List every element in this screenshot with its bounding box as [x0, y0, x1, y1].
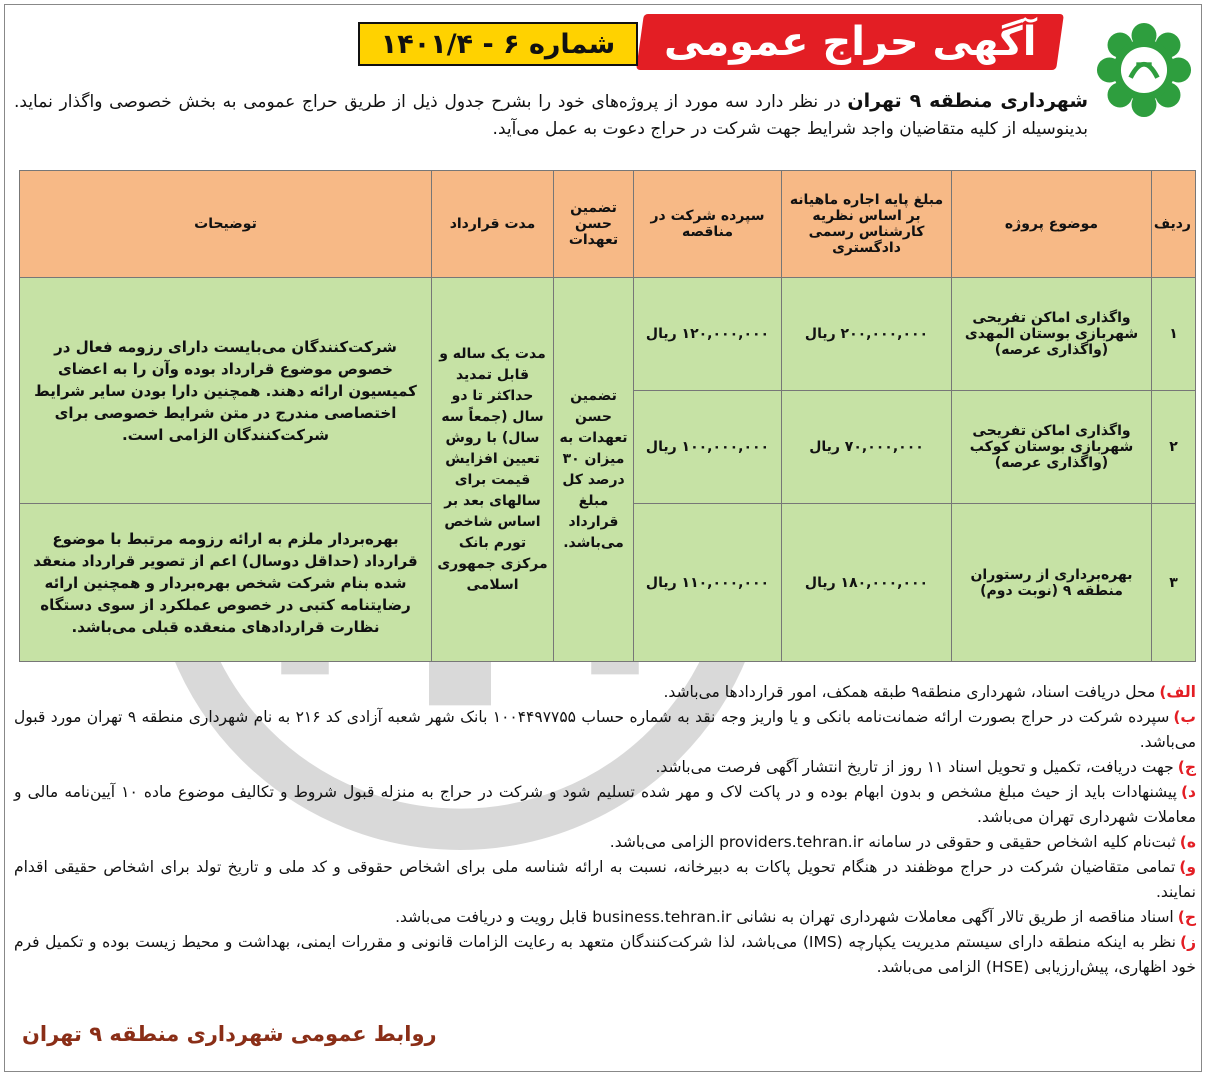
header-row-number: ردیف — [1152, 171, 1196, 278]
deposit-amount: ۱۰۰,۰۰۰,۰۰۰ ریال — [634, 391, 782, 504]
condition-item: الف)محل دریافت اسناد، شهرداری منطقه۹ طبقه همکف، امور قراردادها می‌باشد. — [663, 683, 1196, 701]
project-subject: واگذاری اماکن تفریحی شهربازی بوستان کوکب (واگذاری عرصه) — [952, 391, 1152, 504]
project-subject: بهره‌برداری از رستوران منطقه ۹ (نوبت دوم) — [952, 504, 1152, 662]
project-subject: واگذاری اماکن تفریحی شهربازی بوستان المهدی (واگذاری عرصه) — [952, 278, 1152, 391]
ad-title: آگهی حراج عمومی — [636, 14, 1064, 70]
header-notes: توضیحات — [20, 171, 432, 278]
public-relations-signature: روابط عمومی شهرداری منطقه ۹ تهران — [22, 1022, 437, 1046]
row-number: ۳ — [1152, 504, 1196, 662]
deposit-amount: ۱۲۰,۰۰۰,۰۰۰ ریال — [634, 278, 782, 391]
base-price: ۷۰,۰۰۰,۰۰۰ ریال — [782, 391, 952, 504]
header-base-price: مبلغ پایه اجاره ماهیانه بر اساس نظریه کارشناس رسمی دادگستری — [782, 171, 952, 278]
condition-item: ب)سپرده شرکت در حراج بصورت ارائه ضمانت‌نامه بانکی و یا واریز وجه نقد به شماره حساب ۱۰۰۴۴۹۷۷۵۵ بانک شهر شعبه آزادی کد ۲۱۶ به نام شهرداری منطقه ۹ تهران مورد قبول می‌باشد. — [14, 708, 1197, 751]
table-row — [20, 278, 1196, 391]
conditions-list — [14, 680, 1196, 980]
condition-item: و)تمامی متقاضیان شرکت در حراج موظفند در هنگام تحویل پاکات به دبیرخانه، نسبت به ارائه شناسه ملی برای اشخاص حقوقی و کد ملی و تاریخ تولد برای اشخاص حقیقی اقدام نمایند. — [14, 858, 1196, 901]
intro-paragraph — [14, 88, 1088, 143]
organization-name: شهرداری منطقه ۹ تهران — [847, 90, 1089, 112]
row-number: ۱ — [1152, 278, 1196, 391]
condition-item: ه)ثبت‌نام کلیه اشخاص حقیقی و حقوقی در سامانه providers.tehran.ir الزامی می‌باشد. — [609, 833, 1196, 851]
intro-text: در نظر دارد سه مورد از پروژه‌های خود را بشرح جدول ذیل از طریق حراج عمومی به بخش خصوصی واگذار نماید. بدینوسیله از کلیه متقاضیان واجد شرایط جهت شرکت در حراج دعوت به عمل می‌آید. — [14, 92, 1088, 139]
duration-cell: مدت یک ساله و قابل تمدید حداکثر تا دو سال (جمعاً سه سال) با روش تعیین افزایش قیمت برای سالهای بعد بر اساس شاخص تورم بانک مرکزی جمهوری اسلامی — [432, 278, 554, 662]
header-duration: مدت قرارداد — [432, 171, 554, 278]
header-guarantee: تضمین حسن تعهدات — [554, 171, 634, 278]
guarantee-cell: تضمین حسن تعهدات به میزان ۳۰ درصد کل مبلغ قرارداد می‌باشد. — [554, 278, 634, 662]
condition-item: ح)اسناد مناقصه از طریق تالار آگهی معاملات شهرداری تهران به نشانی business.tehran.ir قابل رویت و دریافت می‌باشد. — [395, 908, 1196, 926]
table-header-row — [20, 171, 1196, 278]
header-subject: موضوع پروژه — [952, 171, 1152, 278]
notes-cell-row-3: بهره‌بردار ملزم به ارائه رزومه مرتبط با موضوع قرارداد (حداقل دوسال) اعم از تصویر قرارداد منعقد شده بنام شرکت شخص بهره‌بردار و همچنین ارائه رضایتنامه کتبی در خصوص عملکرد از سوی دستگاه نظارت قراردادهای منعقده قبلی می‌باشد. — [20, 504, 432, 662]
base-price: ۲۰۰,۰۰۰,۰۰۰ ریال — [782, 278, 952, 391]
condition-item: ز)نظر به اینکه منطقه دارای سیستم مدیریت یکپارچه (IMS) می‌باشد، لذا شرکت‌کنندگان متعهد به رعایت الزامات قانونی و مقررات ایمنی، بهداشت و محیط زیست بوده و تکمیل فرم خود اظهاری، پیش‌ارزیابی (HSE) الزامی می‌باشد. — [14, 933, 1196, 976]
condition-item: ج)جهت دریافت، تکمیل و تحویل اسناد ۱۱ روز از تاریخ انتشار آگهی فرصت می‌باشد. — [655, 758, 1196, 776]
row-number: ۲ — [1152, 391, 1196, 504]
header-deposit: سپرده شرکت در مناقصه — [634, 171, 782, 278]
condition-item: د)پیشنهادات باید از حیث مبلغ مشخص و بدون ابهام بوده و در پاکت لاک و مهر شده تسلیم شود و شرکت در حراج به منزله قبول شروط و تکالیف موضوع ماده ۱۰ آیین‌نامه مالی و معاملات شهرداری تهران می‌باشد. — [14, 783, 1196, 826]
notes-cell-rows-1-2: شرکت‌کنندگان می‌بایست دارای رزومه فعال در خصوص موضوع قرارداد بوده وآن را به اعضای کمیسیون ارائه دهند. همچنین دارا بودن سایر شرایط اختصاصی مندرج در متن شرایط خصوصی برای شرکت‌کنندگان الزامی است. — [20, 278, 432, 504]
ad-number: شماره ۶ - ۱۴۰۱/۴ — [358, 22, 638, 66]
projects-table — [19, 170, 1196, 662]
deposit-amount: ۱۱۰,۰۰۰,۰۰۰ ریال — [634, 504, 782, 662]
tehran-municipality-logo-icon — [1096, 22, 1192, 118]
base-price: ۱۸۰,۰۰۰,۰۰۰ ریال — [782, 504, 952, 662]
